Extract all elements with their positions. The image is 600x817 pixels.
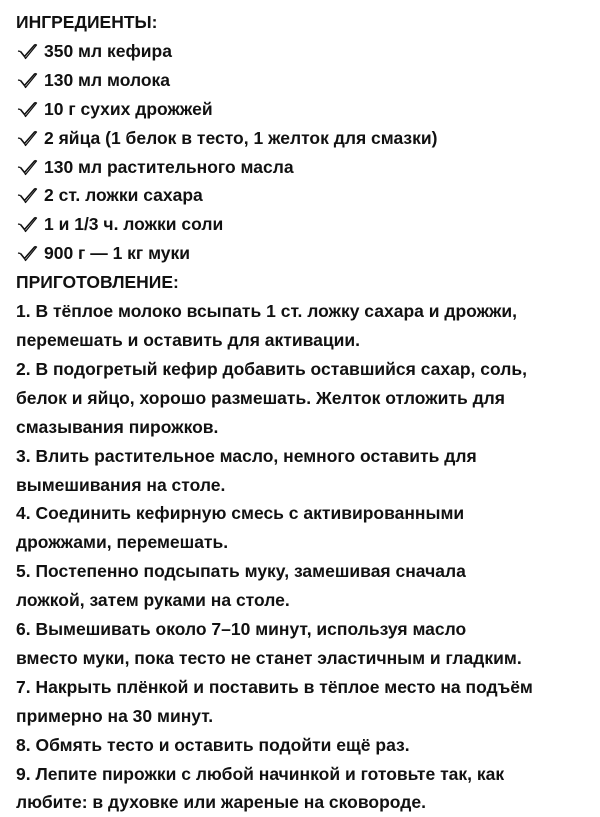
step-item [16, 442, 594, 500]
step-line: белок и яйцо, хорошо размешать. Желток отложить для [16, 387, 506, 408]
ingredient-text: 130 мл молока [44, 69, 171, 90]
step-line: 1. В тёплое молоко всыпать 1 ст. ложку сахара и дрожжи, [16, 301, 518, 322]
step-line: 7. Накрыть плёнкой и поставить в тёплое место на подъём [16, 676, 533, 697]
step-line: примерно на 30 минут. [16, 705, 214, 726]
check-mark-icon [16, 244, 38, 262]
step-line: вымешивания на столе. [16, 474, 226, 495]
check-mark-icon [16, 129, 38, 147]
ingredient-item [16, 124, 594, 153]
step-line: перемешать и оставить для активации. [16, 329, 361, 350]
ingredient-text: 350 мл кефира [44, 40, 172, 61]
preparation-heading: ПРИГОТОВЛЕНИЕ: [16, 272, 179, 293]
step-line: вместо муки, пока тесто не станет эластичным и гладким. [16, 647, 522, 668]
check-mark-icon [16, 158, 38, 176]
step-item [16, 355, 594, 442]
ingredient-text: 2 яйца (1 белок в тесто, 1 желток для смазки) [44, 127, 438, 148]
ingredient-text: 1 и 1/3 ч. ложки соли [44, 214, 224, 235]
ingredient-item [16, 239, 594, 268]
ingredient-item [16, 153, 594, 182]
ingredients-heading: ИНГРЕДИЕНТЫ: [16, 12, 158, 32]
step-item [16, 760, 594, 817]
step-item [16, 673, 594, 731]
ingredient-item [16, 210, 594, 239]
step-item [16, 615, 594, 673]
step-line: 4. Соединить кефирную смесь с активированными [16, 503, 465, 524]
ingredient-text: 10 г сухих дрожжей [44, 98, 213, 119]
step-line: 8. Обмять тесто и оставить подойти ещё раз. [16, 734, 410, 755]
step-line: смазывания пирожков. [16, 416, 219, 437]
step-line: 2. В подогретый кефир добавить оставшийся сахар, соль, [16, 358, 528, 379]
step-line: 5. Постепенно подсыпать муку, замешивая сначала [16, 561, 466, 582]
ingredients-list [16, 37, 594, 268]
step-line: любите: в духовке или жареные на сковороде. [16, 792, 426, 813]
ingredient-item [16, 66, 594, 95]
step-item [16, 297, 594, 355]
check-mark-icon [16, 215, 38, 233]
recipe-document [16, 8, 594, 817]
step-line: дрожжами, перемешать. [16, 532, 229, 553]
check-mark-icon [16, 100, 38, 118]
step-line: 3. Влить растительное масло, немного оставить для [16, 445, 477, 466]
ingredient-text: 130 мл растительного масла [44, 156, 294, 177]
check-mark-icon [16, 42, 38, 60]
ingredient-text: 900 г — 1 кг муки [44, 243, 191, 264]
step-line: 6. Вымешивать около 7–10 минут, используя масло [16, 619, 467, 640]
ingredient-item [16, 181, 594, 210]
step-line: ложкой, затем руками на столе. [16, 590, 290, 611]
step-item [16, 731, 594, 760]
preparation-steps [16, 297, 594, 817]
ingredient-text: 2 ст. ложки сахара [44, 185, 203, 206]
step-item [16, 557, 594, 615]
ingredient-item [16, 37, 594, 66]
check-mark-icon [16, 71, 38, 89]
check-mark-icon [16, 186, 38, 204]
ingredient-item [16, 95, 594, 124]
step-line: 9. Лепите пирожки с любой начинкой и готовьте так, как [16, 763, 505, 784]
step-item [16, 499, 594, 557]
